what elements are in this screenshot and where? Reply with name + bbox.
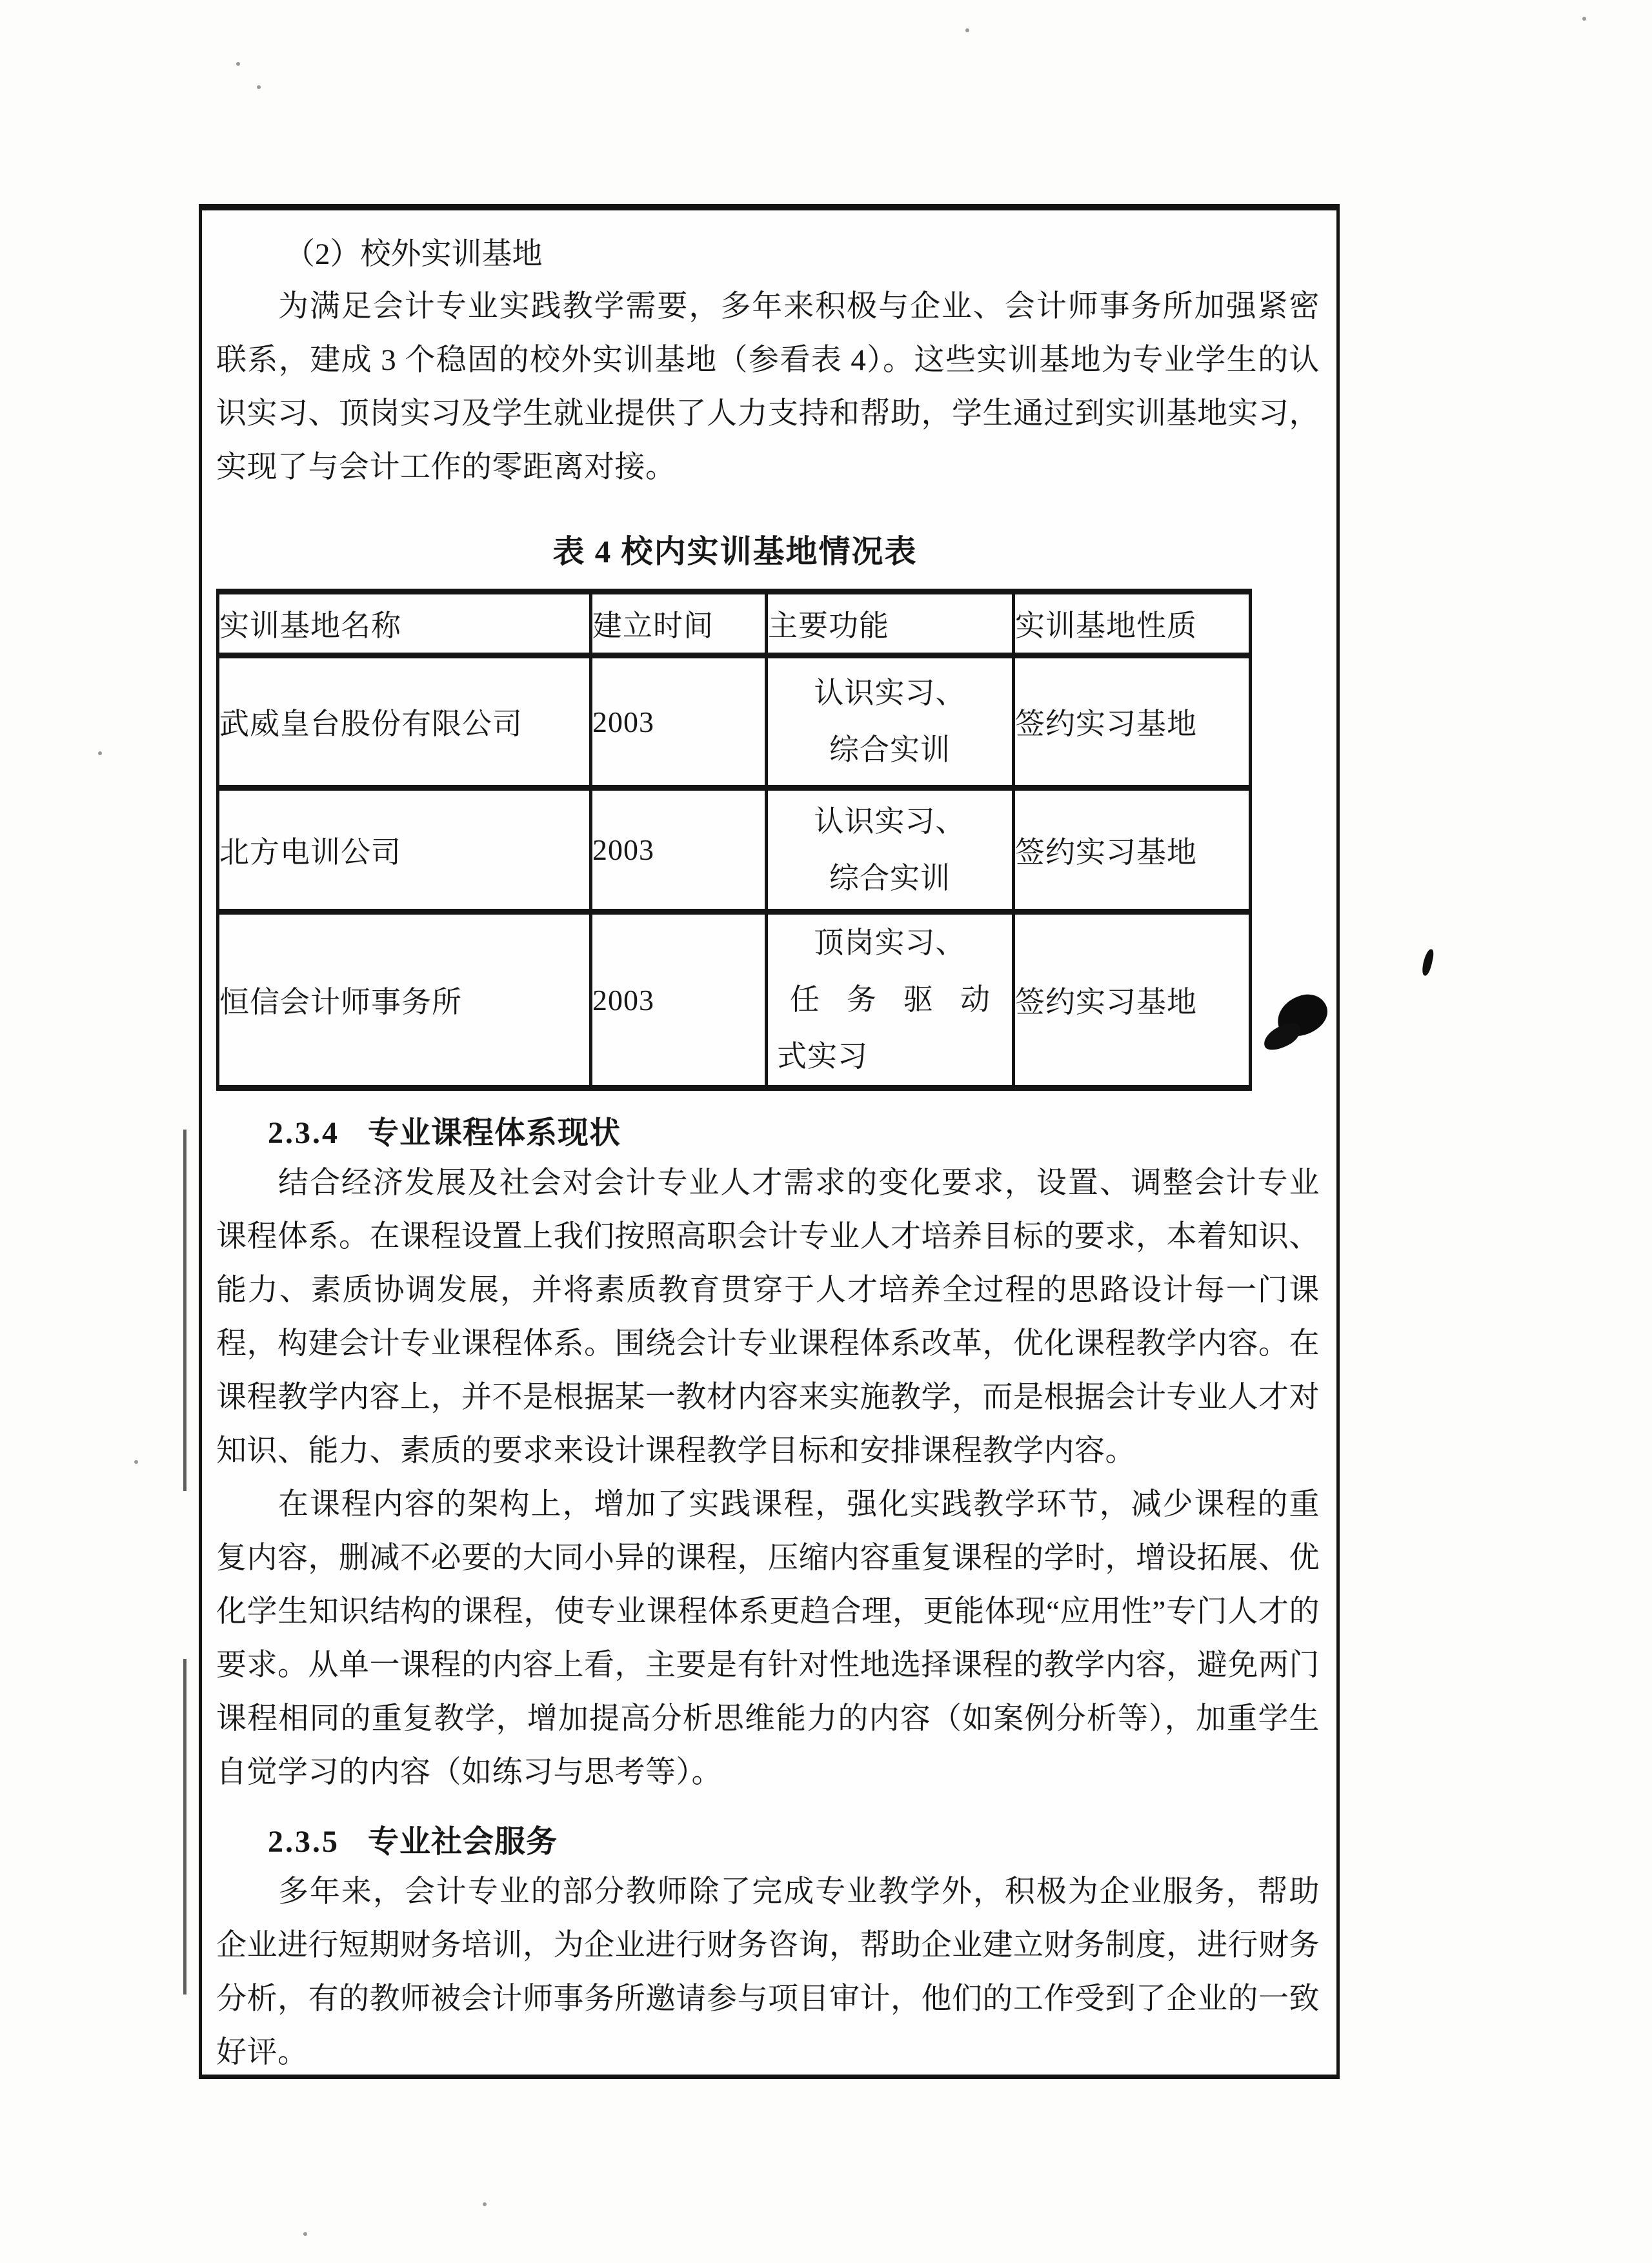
table-row [218, 912, 1251, 1088]
section-heading-2-3-5 [216, 1819, 1320, 1865]
subsection-heading-off-campus-bases: （2）校外实训基地 [285, 238, 543, 271]
header-nature: 实训基地性质 [1014, 592, 1251, 656]
table-header-row [218, 592, 1251, 656]
cell-functions [767, 912, 1017, 1088]
header-base-name: 实训基地名称 [218, 592, 591, 656]
page-border-frame [199, 204, 1340, 2079]
header-established: 建立时间 [591, 592, 767, 656]
scan-speck [257, 85, 261, 89]
cell-nature: 签约实习基地 [1014, 788, 1251, 912]
scan-speck [98, 751, 102, 755]
cell-nature: 签约实习基地 [1014, 912, 1251, 1088]
scan-speck [1582, 17, 1586, 21]
scan-streak-artifact [183, 1130, 186, 1491]
cell-base-name: 武威皇台股份有限公司 [218, 656, 591, 788]
scan-speck [483, 2202, 487, 2206]
function-line: 任务驱动 [790, 983, 1017, 1016]
paragraph-off-campus-bases: 为满足会计专业实践教学需要，多年来积极与企业、会计师事务所加强紧密联系，建成 3 个稳固的校外实训基地（参看表 4）。这些实训基地为专业学生的认识实习、顶岗实习及学生就业提供了人力支持和帮助，学生通过到实训基地实习，实现了与会计工作的零距离对接。 [216, 290, 1320, 484]
section-number: 2.3.4 [268, 1116, 339, 1150]
cell-nature: 签约实习基地 [1014, 656, 1251, 788]
section-number: 2.3.5 [268, 1825, 339, 1859]
scan-speck [134, 1460, 138, 1464]
cell-established: 2003 [591, 788, 767, 912]
training-base-table [216, 589, 1252, 1091]
function-line: 认识实习、 [814, 804, 966, 838]
scan-streak-artifact [183, 1659, 186, 1994]
section-title: 专业社会服务 [368, 1825, 558, 1859]
paragraph-social-service: 多年来，会计专业的部分教师除了完成专业教学外，积极为企业服务，帮助企业进行短期财务培训，为企业进行财务咨询，帮助企业建立财务制度，进行财务分析，有的教师被会计师事务所邀请参与项目审计，他们的工作受到了企业的一致好评。 [216, 1875, 1320, 2069]
section-title: 专业课程体系现状 [368, 1116, 621, 1150]
pen-tick-artifact [1420, 948, 1435, 977]
cell-functions [767, 656, 1014, 788]
table-title: 表 4 校内实训基地情况表 [552, 534, 918, 569]
function-line: 综合实训 [829, 733, 951, 766]
cell-established: 2003 [591, 912, 767, 1088]
page-content [202, 210, 1336, 2080]
cell-established: 2003 [591, 656, 767, 788]
function-line: 综合实训 [829, 861, 951, 895]
scan-speck [303, 2232, 307, 2236]
cell-base-name: 恒信会计师事务所 [218, 912, 591, 1088]
paragraph-curriculum-system-2: 在课程内容的架构上，增加了实践课程，强化实践教学环节，减少课程的重复内容，删减不必要的大同小异的课程，压缩内容重复课程的学时，增设拓展、优化学生知识结构的课程，使专业课程体系更趋合理，更能体现“应用性”专门人才的要求。从单一课程的内容上看，主要是有针对性地选择课程的教学内容，避免两门课程相同的重复教学，增加提高分析思维能力的内容（如案例分析等），加重学生自觉学习的内容（如练习与思考等）。 [216, 1488, 1320, 1789]
cell-functions [767, 788, 1014, 912]
scan-speck [965, 28, 969, 32]
table-row [218, 656, 1251, 788]
function-line: 顶岗实习、 [814, 926, 966, 959]
section-heading-2-3-4 [216, 1110, 1320, 1157]
table-row [218, 788, 1251, 912]
scan-speck [236, 62, 240, 66]
cell-base-name: 北方电训公司 [218, 788, 591, 912]
function-line: 认识实习、 [814, 676, 966, 709]
paragraph-curriculum-system-1: 结合经济发展及社会对会计专业人才需求的变化要求，设置、调整会计专业课程体系。在课程设置上我们按照高职会计专业人才培养目标的要求，本着知识、能力、素质协调发展，并将素质教育贯穿于人才培养全过程的思路设计每一门课程，构建会计专业课程体系。围绕会计专业课程体系改革，优化课程教学内容。在课程教学内容上，并不是根据某一教材内容来实施教学，而是根据会计专业人才对知识、能力、素质的要求来设计课程教学目标和安排课程教学内容。 [216, 1166, 1320, 1468]
header-functions: 主要功能 [767, 592, 1014, 656]
function-line: 式实习 [777, 1040, 868, 1073]
